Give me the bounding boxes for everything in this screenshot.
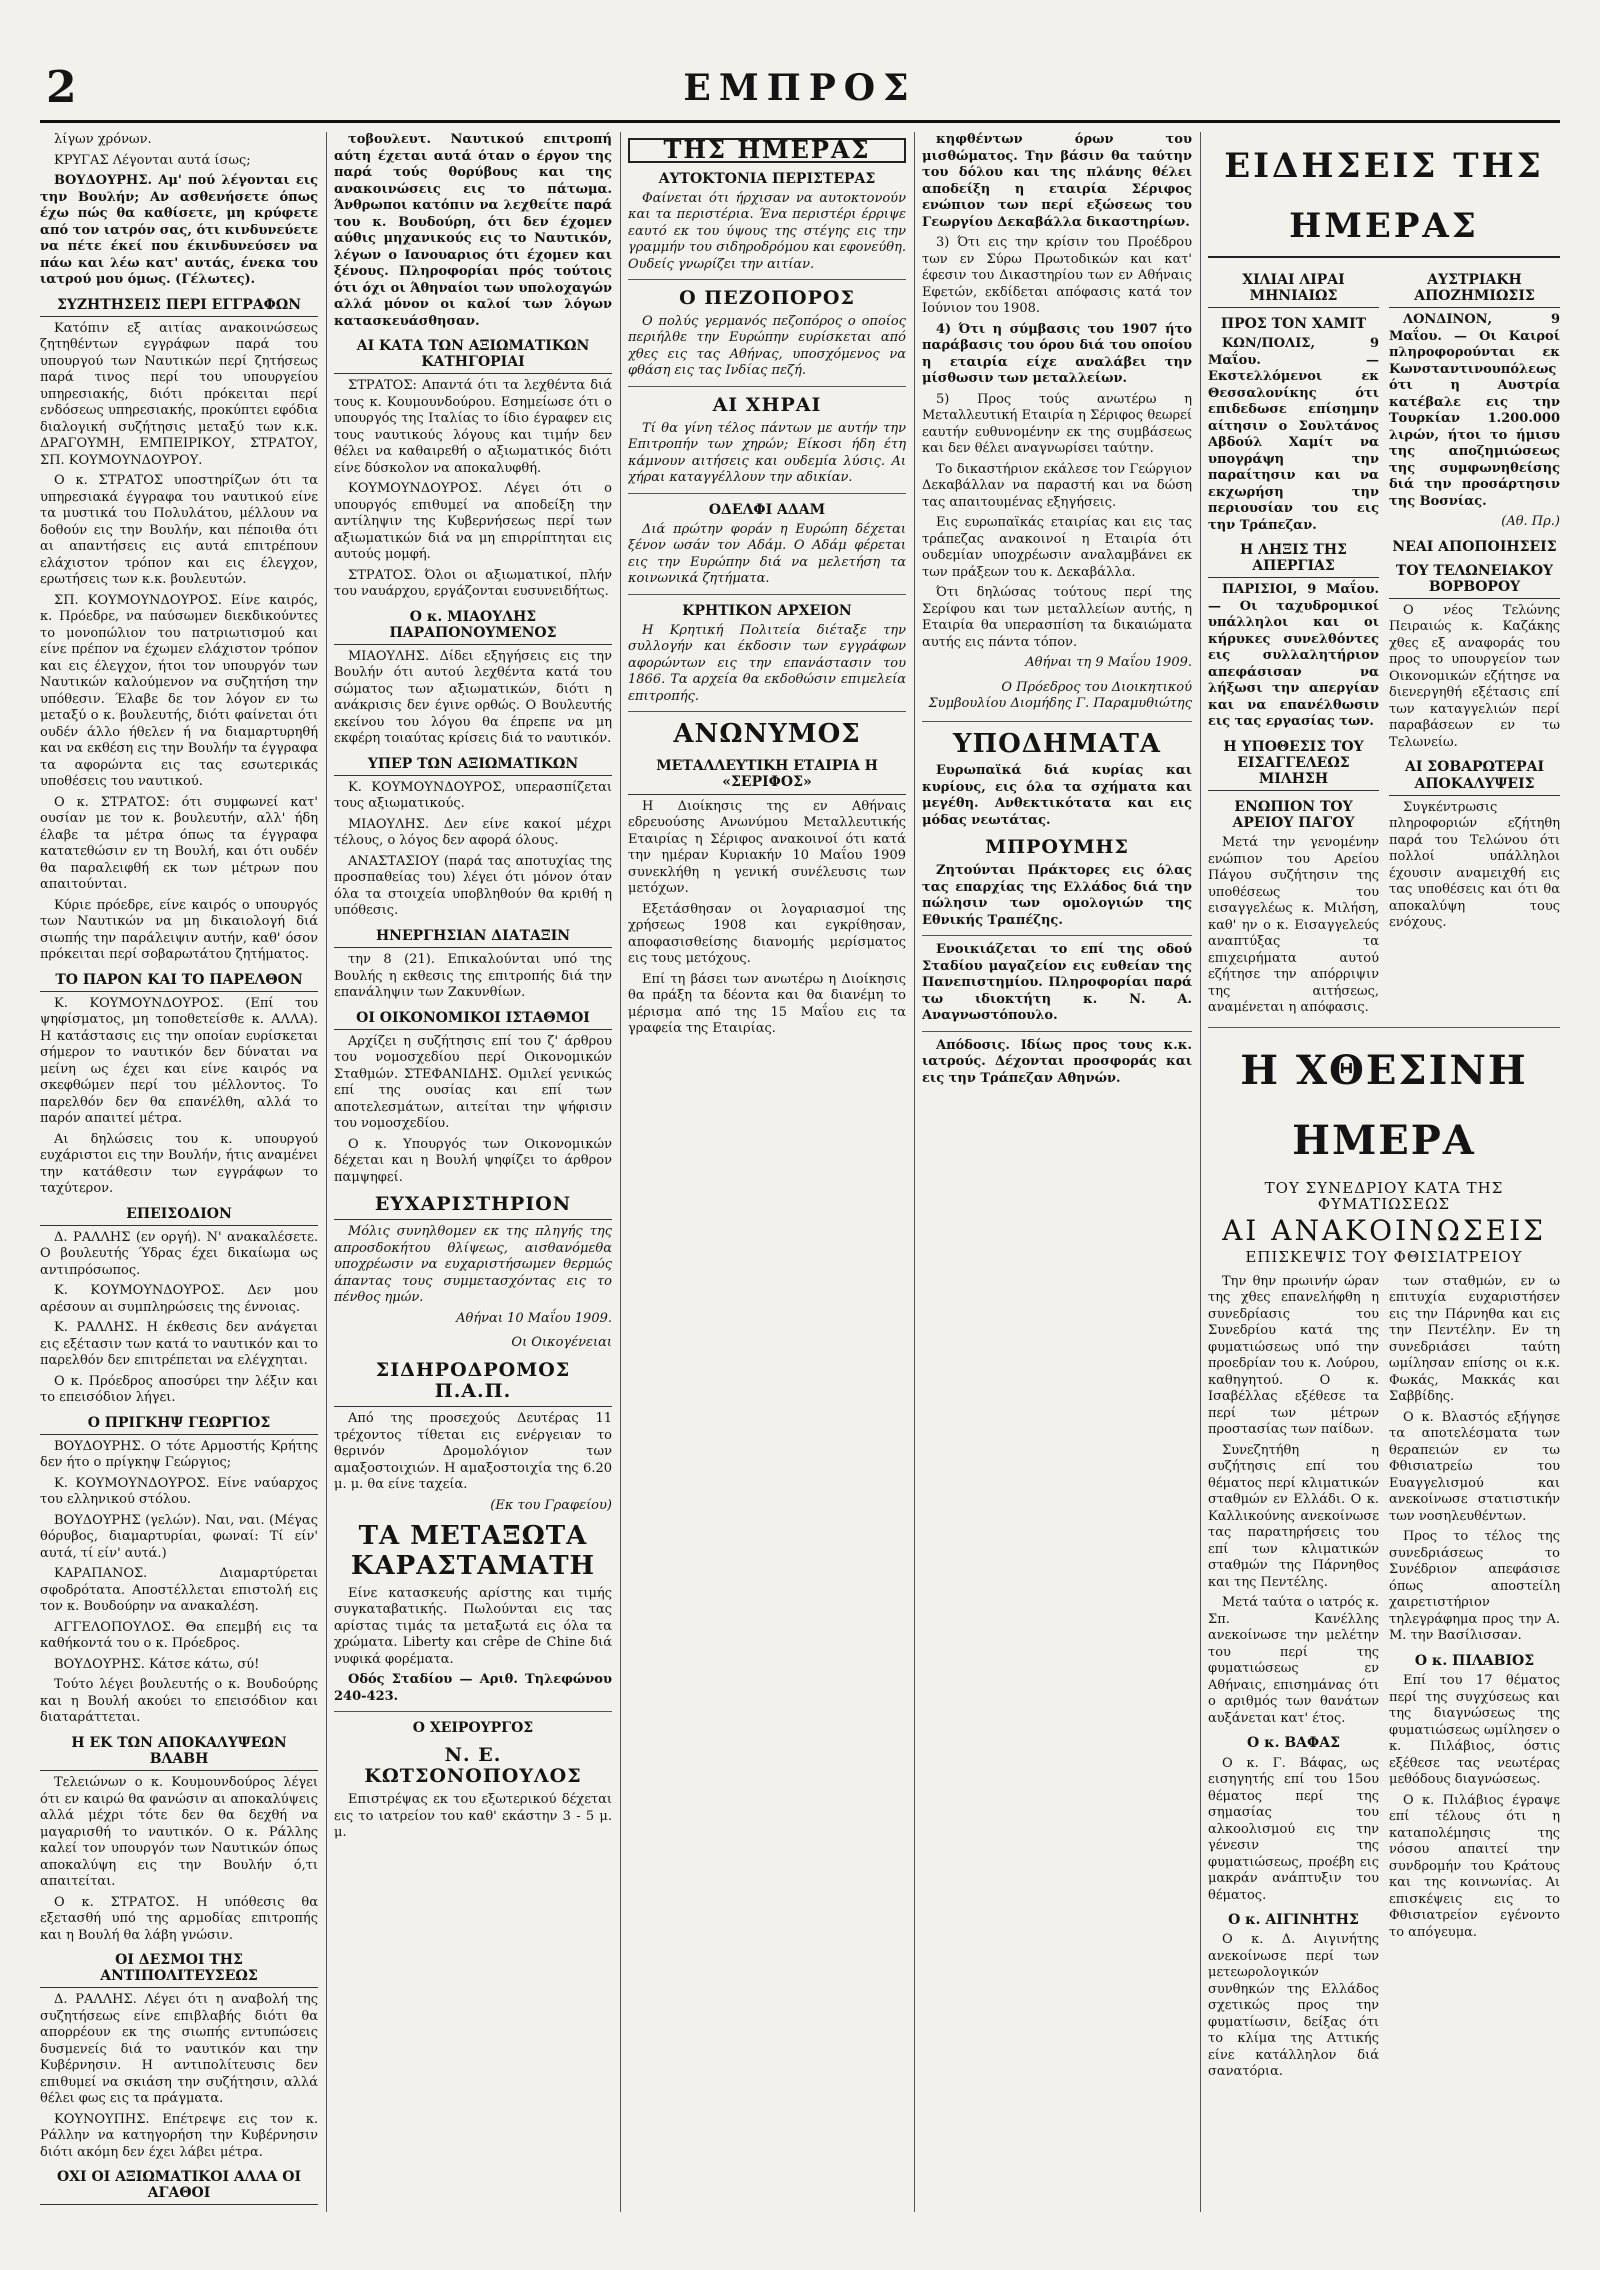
paragraph: ΣΤΡΑΤΟΣ: Απαντά ότι τα λεχθέντα διά τους κ. Κουμουνδούρου. Εσημείωσε ότι ο υπουργός της Ιταλίας το ίδιο έγραφεν εις τους ναυτικούς λόγους και τιμήν δεν θέλει να καθαιρεθή ο αξιωματικός διότι είνε δύσκολον να αποκαλυφθή.: [334, 378, 612, 476]
separator: [922, 935, 1192, 936]
section-heading: ΟΧΙ ΟΙ ΑΞΙΩΜΑΤΙΚΟΙ ΑΛΛΑ ΟΙ ΑΓΑΘΟΙ: [40, 2169, 318, 2205]
column-1: [40, 132, 318, 2212]
section-heading: ΑΙ ΧΗΡΑΙ: [712, 393, 822, 416]
masthead: [40, 60, 1560, 123]
paragraph: Επιστρέψας εκ του εξωτερικού δέχεται εις το ιατρείον του καθ' εκάστην 3 - 5 μ. μ.: [334, 1792, 612, 1841]
section-heading: Ο κ. ΑΙΓΙΝΗΤΗΣ: [1228, 1912, 1359, 1929]
section-heading: Ο ΠΕΖΟΠΟΡΟΣ: [679, 287, 855, 310]
paragraph: Από της προσεχούς Δευτέρας 11 τρέχοντος τίθεται εις ενέργειαν το θερινόν Δρομολόγιον των αμαξοστοιχιών. Η αμαξοστοιχία της 6.20 μ. μ. θα είνε ταχεία.: [334, 1411, 612, 1493]
article-columns: [1208, 1274, 1560, 2085]
paragraph: Τελειώνων ο κ. Κουμουνδούρος λέγει ότι εν καιρώ θα φανώσιν αι αποκαλύψεις αλλά μέχρι τότε δεν θα δεχθή να μαγαρισθή το ναυτικόν. Ο κ. Ράλλης καλεί τον υπουργόν των Ναυτικών όπως αποκαλύψη εις την Βουλήν ό,τι απαιτείται.: [40, 1775, 318, 1890]
section-heading: ΣΙΔΗΡΟΔΡΟΜΟΣ Π.Α.Π.: [334, 1360, 612, 1408]
paragraph: 3) Ότι εις την κρίσιν του Προέδρου των εν Σύρω Πρωτοδικών και κατ' έφεσιν του Δικαστηρίου των εν Αθήναις Εφετών, εκδίδεται απόφασις κατά τον Ιούνιον του 1908.: [922, 235, 1192, 316]
paragraph: Κύριε πρόεδρε, είνε καιρός ο υπουργός των Ναυτικών να μη δικαιολογή διά σιωπής την παράλειψιν αυτήν, καθ' όσον πρόκειται περί σοβαρωτάτου ζητήματος.: [40, 897, 318, 963]
advertisement-heading: ΥΠΟΔΗΜΑΤΑ: [953, 728, 1161, 759]
paragraph: Η Διοίκησις της εν Αθήναις εδρευούσης Ανωνύμου Μεταλλευτικής Εταιρίας η Σέριφος ανακοινοί ότι κατά την ημέραν Κυριακήν 10 Μαΐου 1909 συνεκλήθη η γενική συνέλευσις των μετόχων.: [628, 798, 906, 897]
section-heading: Η ΕΚ ΤΩΝ ΑΠΟΚΑΛΥΨΕΩΝ ΒΛΑΒΗ: [40, 1735, 318, 1771]
paragraph: Δ. ΡΑΛΛΗΣ (εν οργή). Ν' ανακαλέσετε. Ο βουλευτής Ύδρας έχει δικαίωμα ως αντιπρόσωπος.: [40, 1229, 318, 1278]
paragraph: ΚΟΥΜΟΥΝΔΟΥΡΟΣ. Λέγει ότι ο υπουργός επιθυμεί να αποδείξη την αντίληψιν της Κυβερνήσεως περί των αξιωματικών διά να μη επιρρίπτηται εις αυτούς μομφή.: [334, 481, 612, 563]
paragraph: Προς το τέλος της συνεδριάσεως το Συνέδριον απεφάσισε όπως αποστείλη χαιρετιστήριον τηλεγράφημα προς την Α. Μ. την Βασίλισσαν.: [1389, 1529, 1560, 1644]
paragraph: Ευρωπαϊκά διά κυρίας και κυρίους, εις όλα τα σχήματα και μεγέθη. Ανθεκτικότατα και εις μόδας νεωτάτας.: [922, 763, 1192, 828]
advertisement-heading: Ο ΧΕΙΡΟΥΡΓΟΣ: [412, 1720, 534, 1737]
separator: [628, 711, 906, 712]
paragraph: Ο κ. ΣΤΡΑΤΟΣ υποστηρίζων ότι τα υπηρεσιακά έγγραφα του ναυτικού είνε τα μυστικά του Πολυλάτου, μέλλουν να δοθούν εις την Βουλήν, και πέποιθα ότι αι απαντήσεις εις αυτά επιτρέπουν ελάχιστον τρόπον και εις έλεγχον, ερωτήσεις των κ.κ. βουλευτών.: [40, 473, 318, 588]
section-title: ΕΙΔΗΣΕΙΣ ΤΗΣ ΗΜΕΡΑΣ: [1208, 136, 1560, 258]
paragraph: ΑΓΓΕΛΟΠΟΥΛΟΣ. Θα επεμβή εις τα καθήκοντά του ο κ. Πρόεδρος.: [40, 1619, 318, 1652]
paragraph: ΑΝΑΣΤΑΣΙΟΥ (παρά τας αποτυχίας της προσπαθείας του) λέγει ότι μόνον όταν όλα τα στοιχεία υποβληθούν θα κριθή η υπόθεσις.: [334, 853, 612, 919]
advertisement-heading: ΜΠΡΟΥΜΗΣ: [985, 836, 1129, 859]
paragraph: Ο κ. Βλαστός εξήγησε τα αποτελέσματα των θεραπειών εν τω Φθισιατρείω του Ευαγγελισμού και ανεκοίνωσε στατιστικήν των νοσηλευθέντων.: [1389, 1409, 1560, 1524]
section-heading: ΑΙ ΣΟΒΑΡΩΤΕΡΑΙ ΑΠΟΚΑΛΥΨΕΙΣ: [1389, 759, 1560, 795]
paragraph: Την θην πρωινήν ώραν της χθες επανελήφθη η συνεδρίασις του Συνεδρίου κατά της φυματιώσεως υπό την προεδρίαν του κ. Λούρου, καθηγητού. Ο κ. Ισαβέλλας εξέθεσε τα περί των μέτρων προστασίας των παίδων.: [1208, 1273, 1379, 1438]
section-heading: Ο κ. ΒΑΦΑΣ: [1247, 1735, 1340, 1752]
paragraph: 4) Ότι η σύμβασις του 1907 ήτο παράβασις του όρου διά του οποίου η εταιρία είχε αναλάβει την μίσθωσιν των μεταλλείων.: [922, 321, 1192, 386]
page-number: 2: [46, 62, 77, 113]
section-heading: Η ΛΗΞΙΣ ΤΗΣ ΑΠΕΡΓΙΑΣ: [1208, 542, 1379, 578]
paragraph: Είνε κατασκευής αρίστης και τιμής συγκαταβατικής. Πωλούνται εις τας αρίστας τιμάς τα μεταξωτά εις όλα τα χρώματα. Liberty και crêpe de Chine διά νυφικά φορέματα.: [334, 1585, 612, 1667]
paragraph: Διά πρώτην φοράν η Ευρώπη δέχεται ξένον ωσάν τον Αδάμ. Ο Αδάμ φέρεται εις την Ευρώπην διά να μελετήση τα κοινωνικά ζητήματα.: [628, 521, 906, 587]
headline: Η ΧΘΕΣΙΝΗ ΗΜΕΡΑ: [1240, 1046, 1528, 1164]
paragraph: Δ. ΡΑΛΛΗΣ. Λέγει ότι η αναβολή της συζητήσεως είνε επιβλαβής διότι θα απορρέουν εκ της σιωπής εντυπώσεις δυσμενείς διά το ναυτικόν και την Κυβέρνησιν. Η αντιπολίτευσις δεν επιθυμεί να σκιάση την συζήτησιν, αλλά θέλει φως εις τα πράγματα.: [40, 1992, 318, 2107]
separator: [628, 386, 906, 387]
separator: [628, 279, 906, 280]
paragraph: Μετά την γενομένην ενώπιον του Αρείου Πάγου συζήτησιν της υποθέσεως του εισαγγελέως κ. Μιλήση, καθ' ην ο κ. Εισαγγελεύς αναπτύξας τα επιχειρήματα αυτού εζήτησε την απόρριψιν της αιτήσεως, αναμένεται η απόφασις.: [1208, 835, 1379, 1016]
separator: [334, 1711, 612, 1712]
separator: [922, 1031, 1192, 1032]
news-left: [1208, 264, 1379, 1021]
paragraph: ΣΠ. ΚΟΥΜΟΥΝΔΟΥΡΟΣ. Είνε καιρός, κ. Πρόεδρε, να παύσωμεν διεκδικούντες το μονοπώλιον του πατριωτισμού και είνε πρέπον να έχωμεν ελάχιστον τρόπον και εις έλεγχον, ήτοι τον υπουργόν των Ναυτικών καλούμενον να συζητήση την υπόθεσιν. Έλαβε δε τον λόγον εν τω μεταξύ ο κ. βουλευτής, διότι φαίνεται ότι ουδέν άλλο ήθελεν ή να διαμαρτυρηθή και να εκθέση εις την Βουλήν τα έγγραφα τα αφορώντα εις τας εσωτερικάς υποθέσεις του ναυτικού.: [40, 592, 318, 790]
paragraph: ΚΡΥΓΑΣ Λέγονται αυτά ίσως;: [54, 152, 251, 168]
section-heading: ΤΟ ΠΑΡΟΝ ΚΑΙ ΤΟ ΠΑΡΕΛΘΟΝ: [40, 972, 318, 992]
newspaper-page: [40, 60, 1560, 2220]
paragraph: Απόδοσις. Ιδίως προς τους κ.κ. ιατρούς. Δέχονται προσφοράς και εις την Τράπεζαν Αθηνών.: [922, 1037, 1192, 1086]
column-2: [334, 132, 612, 2212]
news-right: [1389, 264, 1560, 1021]
paragraph: ΛΟΝΔΙΝΟΝ, 9 Μαΐου. — Οι Καιροί πληροφορούνται εκ Κωνσταντινουπόλεως ότι η Αυστρία κατέβαλε εις την Τουρκίαν 1.200.000 λιρών, ήτοι το ήμισυ της αποζημιώσεως της συμφωνηθείσης διά την προσάρτησιν της Βοσνίας.: [1389, 312, 1560, 509]
section-heading: Η ΥΠΟΘΕΣΙΣ ΤΟΥ ΕΙΣΑΓΓΕΛΕΩΣ ΜΙΛΗΣΗ: [1208, 739, 1379, 791]
paragraph: Συγκέντρωσις πληροφοριών εζήτηθη παρά του Τελώνου ότι πολλοί υπάλληλοι έχουσιν αναμειχθή εις τας υποθέσεις και ότι θα αποκαλύψη τους ενόχους.: [1389, 799, 1560, 931]
signature: (Αθ. Πρ.): [1501, 514, 1560, 530]
paragraph: Αρχίζει η συζήτησις επί του ζ' άρθρου του νομοσχεδίου περί Οικονομικών Σταθμών. ΣΤΕΦΑΝΙΔΗΣ. Ομιλεί γενικώς επί της ουσίας και επί των αποτελεσμάτων, αιτείται την ψήφισιν του νομοσχεδίου.: [334, 1033, 612, 1132]
advertisement-heading: ΤΑ ΜΕΤΑΞΩΤΑ ΚΑΡΑΣΤΑΜΑΤΗ: [350, 1521, 596, 1582]
notice-heading: ΑΝΩΝΥΜΟΣ: [673, 719, 861, 750]
paragraph: ΒΟΥΔΟΥΡΗΣ (γελών). Ναι, ναι. (Μέγας θόρυβος, διαμαρτυρίαι, φωναί: Τί είν' αυτά, τί είν' αυτά.): [40, 1512, 318, 1561]
paragraph: Τούτο λέγει βουλευτής ο κ. Βουδούρης και η Βουλή ακούει το επεισόδιον και διαταράττεται.: [40, 1677, 318, 1726]
section-heading: ΕΝΩΠΙΟΝ ΤΟΥ ΑΡΕΙΟΥ ΠΑΓΟΥ: [1232, 799, 1355, 832]
section-heading: ΧΙΛΙΑΙ ΛΙΡΑΙ ΜΗΝΙΑΙΩΣ: [1208, 272, 1379, 308]
section-heading: ΚΡΗΤΙΚΟΝ ΑΡΧΕΙΟΝ: [682, 602, 852, 619]
paragraph: Ζητούνται Πράκτορες εις όλας τας επαρχίας της Ελλάδος διά την πώλησιν των ομολογιών της Εθνικής Τραπέζης.: [922, 863, 1192, 928]
paragraph: Ο κ. ΣΤΡΑΤΟΣ: ότι συμφωνεί κατ' ουσίαν με τον κ. βουλευτήν, αλλ' ήδη έλαβε τα μέτρα όπως τα έγγραφα κατατεθώσιν εν τη Βουλή, και ότι ουδέν θα παραλειφθή εκ των μέτρων που απαιτούνται.: [40, 794, 318, 893]
paragraph: Επί τη βάσει των ανωτέρω η Διοίκησις θα πράξη τα δέοντα και θα διανέμη το μέρισμα από της 15 Μαΐου εις τα γραφεία της Εταιρίας.: [628, 971, 906, 1037]
paragraph: Ο κ. Πρόεδρος αποσύρει την λέξιν και το επεισόδιον λήγει.: [40, 1373, 318, 1406]
paragraph: Ο κ. Δ. Αιγινήτης ανεκοίνωσε περί των μετεωρολογικών συνθηκών της Ελλάδος σχετικώς προς την φυματίωσιν, δείξας ότι το κλίμα της Αττικής είνε κατάλληλον διά σανατόρια.: [1208, 1932, 1379, 2080]
paragraph: λίγων χρόνων.: [54, 132, 152, 147]
paragraph: Ο νέος Τελώνης Πειραιώς κ. Καζάκης χθες εξ αναφοράς του προς το υπουργείον των Οικονομικών εζήτησε να διενεργηθή εξέτασις επί των καταγγελιών περί παραβάσεων εν τω Τελωνείω.: [1389, 602, 1560, 750]
paragraph: Συνεζητήθη η συζήτησις επί του θέματος περί κλιματικών σταθμών εν Ελλάδι. Ο κ. Καλλικούνης ανεκοίνωσε τας παρατηρήσεις του επί των κλιματικών σταθμών της Πάρνηθος και της Πεντέλης.: [1208, 1442, 1379, 1590]
paragraph: Κ. ΡΑΛΛΗΣ. Η έκθεσις δεν ανάγεται εις εξέτασιν των κατά το ναυτικόν και το παρελθόν δεν επιτρέπεται να ελέγχηται.: [40, 1320, 318, 1369]
column-divider: [620, 132, 621, 2212]
paragraph: Ο κ. Γ. Βάφας, ως εισηγητής επί του 15ου θέματος περί της σημασίας του αλκοολισμού εις την γένεσιν της φυματιώσεως, προέβη εις μακράν ανάπτυξιν του θέματος.: [1208, 1755, 1379, 1903]
section-heading: ΟΙ ΔΕΣΜΟΙ ΤΗΣ ΑΝΤΙΠΟΛΙΤΕΥΣΕΩΣ: [40, 1952, 318, 1988]
paragraph: των σταθμών, εν ω επιτυχία ευχαριστήσεν εις την Πάρνηθα και εις την Πεντέλην. Εν τη συνεδριάσει ταύτη ωμίλησαν επίσης οι κ.κ. Φωκάς, Μακκάς και Σαββίδης.: [1389, 1273, 1560, 1405]
paragraph: ΜΙΑΟΥΛΗΣ. Δίδει εξηγήσεις εις την Βουλήν ότι αυτού λεχθέντα κατά του σώματος των αξιωματικών, διότι η ανάκρισις δεν έγινε ορθώς. Ο Βουλευτής εκείνου του λόγου θα έπρεπε να μη εκφέρη τοιαύτας κρίσεις διά το ναυτικόν.: [334, 648, 612, 747]
paragraph: Η Κρητική Πολιτεία διέταξε την συλλογήν και έκδοσιν των εγγράφων αφορώντων εις την επανάστασιν του 1866. Τα αρχεία θα εκδοθώσιν επιμελεία επιτροπής.: [628, 622, 906, 704]
paragraph: ΒΟΥΔΟΥΡΗΣ. Ο τότε Αρμοστής Κρήτης δεν ήτο ο πρίγκηψ Γεώργιος;: [40, 1438, 318, 1471]
headline-subtitle: ΕΠΙΣΚΕΨΙΣ ΤΟΥ ΦΘΙΣΙΑΤΡΕΙΟΥ: [1245, 1248, 1523, 1267]
paragraph: Ο κ. Υπουργός των Οικονομικών δέχεται και η Βουλή ψηφίζει το άρθρον παμψηφεί.: [334, 1136, 612, 1185]
section-heading: Ο κ. ΜΙΑΟΥΛΗΣ ΠΑΡΑΠΟΝΟΥΜΕΝΟΣ: [334, 609, 612, 645]
paragraph: ΚΑΡΑΠΑΝΟΣ. Διαμαρτύρεται σφοδρότατα. Αποστέλλεται επιστολή εις τον κ. Βουδούρην να ανακαλέση.: [40, 1566, 318, 1615]
paragraph: κηφθέντων όρων του μισθώματος. Την βάσιν θα ταύτην του δόλου και της πλάνης θέλει αποδείξη η εταιρία Σέριφος ενώπιον των περί εξώσεως του Γεωργίου Δεκαβάλλα δικαστηρίων.: [922, 132, 1192, 230]
section-heading: ΕΥΧΑΡΙΣΤΗΡΙΟΝ: [334, 1194, 612, 1220]
paragraph: Κ. ΚΟΥΜΟΥΝΔΟΥΡΟΣ. Δεν μου αρέσουν αι συμπληρώσεις της έννοιας.: [40, 1283, 318, 1315]
column-divider: [1200, 132, 1201, 2212]
headline-subtitle: ΤΟΥ ΣΥΝΕΔΡΙΟΥ ΚΑΤΑ ΤΗΣ ΦΥΜΑΤΙΩΣΕΩΣ: [1264, 1178, 1504, 1214]
signature: (Εκ του Γραφείου): [490, 1497, 612, 1513]
column-4: [922, 132, 1192, 2212]
paragraph: Το δικαστήριον εκάλεσε τον Γεώργιον Δεκαβάλλαν να παραστή και να δώση τας απαιτουμένας εξηγήσεις.: [922, 461, 1192, 510]
paragraph: Κ. ΚΟΥΜΟΥΝΔΟΥΡΟΣ. Είνε ναύαρχος του ελληνικού στόλου.: [40, 1475, 318, 1508]
news-columns: [1208, 264, 1560, 1021]
section-heading: ΟΔΕΛΦΙ ΑΔΑΜ: [708, 501, 826, 518]
section-heading: ΠΡΟΣ ΤΟΝ ΧΑΜΙΤ: [1220, 316, 1367, 333]
paragraph: Ο κ. Πιλάβιος έγραψε επί τέλους ότι η καταπολέμησις της νόσου απαιτεί την συνδρομήν του Κράτους και της κοινωνίας. Αι επισκέψεις εις το Φθισιατρείον εγένοντο το απόγευμα.: [1389, 1792, 1560, 1940]
section-heading: ΗΝΕΡΓΗΣΙΑΝ ΔΙΑΤΑΞΙΝ: [334, 928, 612, 948]
paragraph: Φαίνεται ότι ήρχισαν να αυτοκτονούν και τα περιστέρια. Ένα περιστέρι έρριψε εαυτό εκ του ύψους της στέγης εις την γραμμήν του σιδηροδρόμου και εφονεύθη. Ουδείς γνωρίζει την αιτίαν.: [628, 190, 906, 272]
article-right: [1389, 1274, 1560, 2085]
paragraph: Κ. ΚΟΥΜΟΥΝΔΟΥΡΟΣ, υπερασπίζεται τους αξιωματικούς.: [334, 779, 612, 812]
paragraph: Εξετάσθησαν οι λογαριασμοί της χρήσεως 1908 και εγκρίθησαν, αποφασισθείσης διανομής μερίσματος εις τους μετόχους.: [628, 901, 906, 967]
headline-subtitle: ΑΙ ΑΝΑΚΟΙΝΩΣΕΙΣ: [1222, 1213, 1546, 1247]
separator: [1208, 1027, 1560, 1028]
newspaper-name: ΕΜΠΡΟΣ: [683, 67, 917, 109]
section-heading: ΑΥΣΤΡΙΑΚΗ ΑΠΟΖΗΜΙΩΣΙΣ: [1389, 272, 1560, 308]
section-heading: ΕΠΕΙΣΟΔΙΟΝ: [40, 1206, 318, 1226]
paragraph: ΜΙΑΟΥΛΗΣ. Δεν είνε κακοί μέχρι τέλους, ο λόγος δεν αφορά όλους.: [334, 816, 612, 849]
separator: [922, 721, 1192, 722]
paragraph: την 8 (21). Επικαλούνται υπό της Βουλής η εκθεσις της επιτροπής διά την επανάληψιν των Ζακυνθίων.: [334, 952, 612, 1001]
advertisement-heading: Ν. Ε. ΚΩΤΣΟΝΟΠΟΥΛΟΣ: [364, 1743, 582, 1788]
paragraph: ΒΟΥΔΟΥΡΗΣ. Αμ' πού λέγονται εις την Βουλήν; Αν ασθενήσετε όπως έχω πώς θα καθίσετε, μη κρύφετε από τον ιατρόν σας, ότι κινδυνεύετε να πέτε έκεί που έκινδυνεύσεν να πάω και λέω κατ' αυτάς, ένεκα του ιατρού μου όμως. (Γέλωτες).: [40, 173, 318, 287]
column-3: [628, 132, 906, 2212]
paragraph: ΚΩΝ/ΠΟΛΙΣ, 9 Μαΐου. — Εκστελλόμενοι εκ Θεσσαλονίκης ότι επιδεδωσε επίσημην αίτησιν ο Σουλτάνος Αβδούλ Χαμίτ να υπογράψη την παραίτησιν και να εκχωρήση την περιουσίαν του εις την Τράπεζαν.: [1208, 336, 1379, 533]
section-heading: ΥΠΕΡ ΤΩΝ ΑΞΙΩΜΑΤΙΚΩΝ: [334, 756, 612, 776]
paragraph: Μετά ταύτα ο ιατρός κ. Σπ. Κανέλλης ανεκοίνωσε την μελέτην του περί της φυματιώσεως εν Αθήναις, επισημάνας ότι ο αριθμός των θανάτων αυξάνεται κατ' έτος.: [1208, 1595, 1379, 1726]
section-heading: ΑΥΤΟΚΤΟΝΙΑ ΠΕΡΙΣΤΕΡΑΣ: [658, 170, 876, 187]
signature: Ο Πρόεδρος του Διοικητικού Συμβουλίου Διομήδης Γ. Παραμυθιώτης: [928, 679, 1192, 711]
paragraph: Ενοικιάζεται το επί της οδού Σταδίου μαγαζείον εις ευθείαν της Πανεπιστημίου. Πληροφορίαι παρά τω ιδιοκτήτη κ. Ν. Α. Αναγνωστόπουλο.: [922, 942, 1192, 1024]
section-box-title: ΤΗΣ ΗΜΕΡΑΣ: [628, 138, 906, 163]
signature: Οι Οικογένειαι: [511, 1335, 612, 1350]
paragraph: Οδός Σταδίου — Αριθ. Τηλεφώνου 240-423.: [334, 1672, 612, 1704]
paragraph: ΣΤΡΑΤΟΣ. Όλοι οι αξιωματικοί, πλήν του ναυάρχου, εργάζονται ευσυνειδήτως.: [334, 567, 612, 600]
section-heading: ΟΙ ΟΙΚΟΝΟΜΙΚΟΙ ΙΣΤΑΘΜΟΙ: [334, 1010, 612, 1030]
signature: Αθήναι τη 9 Μαΐου 1909.: [1025, 655, 1192, 670]
paragraph: Επί του 17 θέματος περί της συγχύσεως και της διαγνώσεως της φυματιώσεως ωμίλησεν ο κ. Πιλάβιος, όστις εξέθεσε τας νεωτέρας μεθόδους διαγνώσεως.: [1389, 1673, 1560, 1788]
paragraph: τοβουλευτ. Ναυτικού επιτροπή αύτη έχεται αυτά όταν ο έργον της παρά τούς θορύβους και της ανακοινώσεις εις το πάτωμα. Άνθρωποι κατόπιν να λεχθείτε παρά του κ. Βουδούρη, ότι δεν έχομεν αύθις μηχανικούς εις το Ναυτικόν, λέγων ο Ιανουαριος ότι έχομεν και ξένους. Πληροφορίαι πρός τούτοις ότι όχι οι Άθηναίοι των υπολοχαγών αλλά μόνον οι καλοί των λόγων κατασκευάσθησαν.: [334, 132, 612, 329]
paragraph: Μόλις συνηλθομεν εκ της πληγής της απροσδοκήτου θλίψεως, αισθανόμεθα υποχρέωσιν να ευχαριστήσωμεν θερμώς άπαντας τους συμμετασχόντας εις το πένθος ημών.: [334, 1224, 612, 1305]
column-divider: [914, 132, 915, 2212]
column-divider: [326, 132, 327, 2212]
separator: [628, 594, 906, 595]
section-heading: Ο κ. ΠΙΛΑΒΙΟΣ: [1414, 1652, 1535, 1669]
paragraph: 5) Προς τούς ανωτέρω η Μεταλλευτική Εταιρία η Σέριφος θεωρεί εαυτήν ευθυνομένην εκ της συμβάσεως και δεν θέλει αναγνωρίσει ταύτην.: [922, 391, 1192, 456]
paragraph: Κατόπιν εξ αιτίας ανακοινώσεως ζητηθέντων εγγράφων παρά του υπουργού των Ναυτικών περί ζητήσεως παρά τινος περί του υπουργείου υπηρεσιακής, διότι πρόκειται περί ενδόσεως υπηρεσιακής, προκύπτει εφόδια διαλογική συζήτησις μεταξύ των κ.κ. ΔΡΑΓΟΥΜΗ, ΕΜΠΕΙΡΙΚΟΥ, ΣΤΡΑΤΟΥ, ΣΠ. ΚΟΥΜΟΥΝΔΟΥΡΟΥ.: [40, 320, 318, 468]
paragraph: ΒΟΥΔΟΥΡΗΣ. Κάτσε κάτω, σύ!: [54, 1656, 260, 1672]
paragraph: Ο κ. ΣΤΡΑΤΟΣ. Η υπόθεσις θα εξετασθή υπό της αρμοδίας επιτροπής και η Βουλή θα λάβη γνώσιν.: [40, 1894, 318, 1943]
signature: Αθήναι 10 Μαΐου 1909.: [456, 1310, 612, 1326]
section-heading: ΝΕΑΙ ΑΠΟΠΟΙΗΣΕΙΣ: [1392, 538, 1557, 555]
section-heading: ΤΟΥ ΤΕΛΩΝΕΙΑΚΟΥ ΒΟΡΒΟΡΟΥ: [1389, 563, 1560, 599]
paragraph: Ότι δηλώσας τούτους περί της Σερίφου και των μεταλλείων αυτής, η Εταιρία θα υπερασπίση τα δικαιώματα αυτής εις πάντα τόπον.: [922, 585, 1192, 650]
paragraph: Τί θα γίνη τέλος πάντων με αυτήν την Επιτροπήν των χηρών; Είκοσι ήδη έτη κάμνουν αιτήσεις και ουδεμία λύσις. Αι χήραι καταγγέλλουν την αδικίαν.: [628, 420, 906, 486]
paragraph: Κ. ΚΟΥΜΟΥΝΔΟΥΡΟΣ. (Επί του ψηφίσματος, μη τοποθετείσθε κ. ΑΛΛΑ). Η κατάστασις εις την οποίαν ευρίσκεται σήμερον το ναυτικόν δεν δύναται να μείνη ως έχει και είνε καιρός να σκεφθώμεν περί του μέλλοντος. Το παρελθόν δεν θα επανέλθη, αλλά το παρόν απαιτεί μέτρα.: [40, 995, 318, 1127]
paragraph: ΚΟΥΝΟΥΠΗΣ. Επέτρεψε εις τον κ. Ράλλην να κατηγορήση την Κυβέρνησιν διότι ακόμη δεν έχει λάβει μέτρα.: [40, 2111, 318, 2160]
section-heading: ΣΥΖΗΤΗΣΕΙΣ ΠΕΡΙ ΕΓΓΡΑΦΩΝ: [40, 297, 318, 317]
section-heading: ΑΙ ΚΑΤΑ ΤΩΝ ΑΞΙΩΜΑΤΙΚΩΝ ΚΑΤΗΓΟΡΙΑΙ: [334, 338, 612, 374]
article-left: [1208, 1274, 1379, 2085]
paragraph: Αι δηλώσεις του κ. υπουργού ευχάριστοι εις την Βουλήν, ήτις αναμένει την κατάθεσιν των εγγράφων το ταχύτερον.: [40, 1131, 318, 1197]
paragraph: ΠΑΡΙΣΙΟΙ, 9 Μαΐου. — Οι ταχυδρομικοί υπάλληλοι και οι κήρυκες συνελθόντες εις συλλαλητήριον απεφάσισαν να λήξωσι την απεργίαν και να επανέλθωσιν εις τας εργασίας των.: [1208, 582, 1379, 730]
section-heading: Ο ΠΡΙΓΚΗΨ ΓΕΩΡΓΙΟΣ: [40, 1415, 318, 1435]
notice-subheading: ΜΕΤΑΛΛΕΥΤΙΚΗ ΕΤΑΙΡΙΑ Η «ΣΕΡΙΦΟΣ»: [628, 758, 906, 794]
paragraph: Εις ευρωπαϊκάς εταιρίας και εις τας τράπεζας ανακοινοί η Εταιρία ότι ουδεμίαν υποχρέωσιν αναλαμβάνει εκ των πράξεων του κ. Δεκαβάλλα.: [922, 515, 1192, 580]
separator: [628, 493, 906, 494]
column-5: [1208, 132, 1560, 2212]
paragraph: Ο πολύς γερμανός πεζοπόρος ο οποίος περιήλθε την Ευρώπην ευρίσκεται από χθες εις τας Αθήνας, υποσχόμενος να φθάση εις τας Ινδίας πεζή.: [628, 313, 906, 379]
